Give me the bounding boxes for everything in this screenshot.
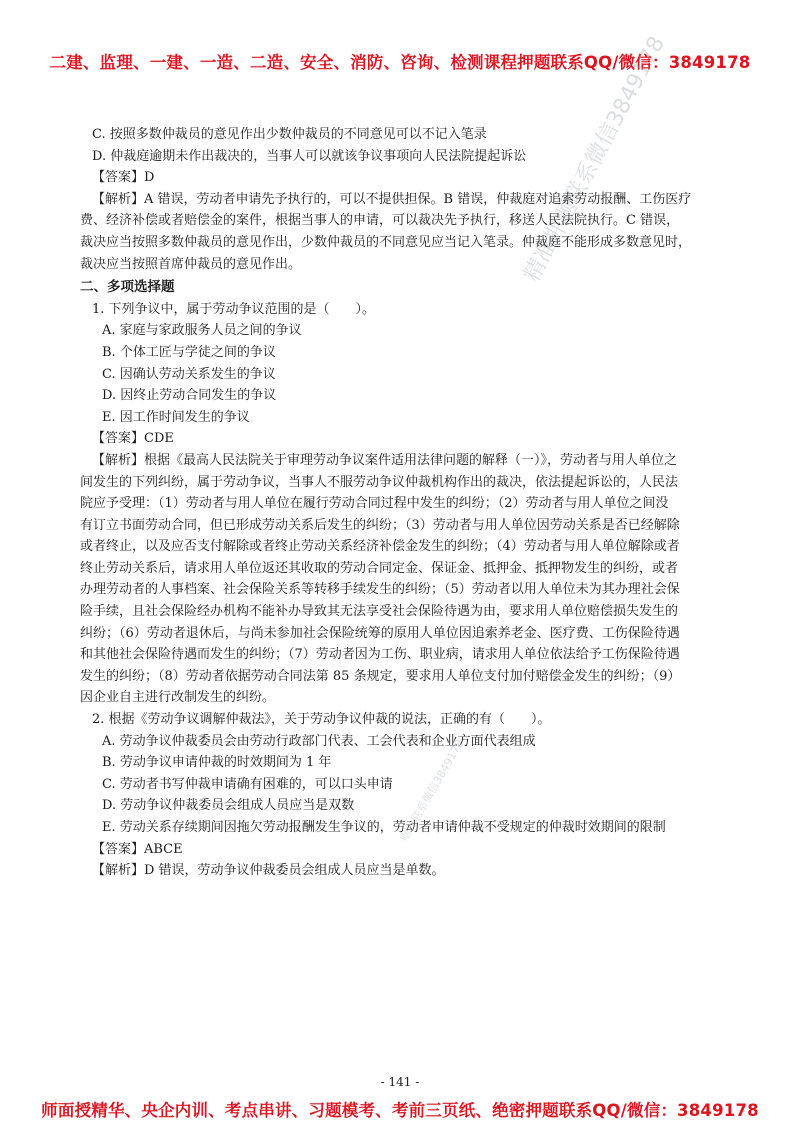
q1-analysis-line: 院应予受理：（1）劳动者与用人单位在履行劳动合同过程中发生的纠纷；（2）劳动者与用人单位之间没	[80, 496, 669, 512]
q2-option: D. 劳动争议仲裁委员会组成人员应当是双数	[102, 798, 355, 814]
q1-analysis-line: 发生的纠纷；（8）劳动者依据劳动合同法第 85 条规定，要求用人单位支付加付赔偿金发生的纠纷；（9）	[80, 668, 681, 684]
watermark-main: 精准押题联系微信3849178	[519, 32, 671, 287]
prev-analysis-line: 【解析】A 错误，劳动者申请先予执行的，可以不提供担保。B 错误，仲裁庭对追索劳动报酬、工伤医疗	[92, 191, 692, 207]
q1-stem: 1. 下列争议中，属于劳动争议范围的是（ ）。	[92, 301, 376, 317]
q2-analysis-line: 【解析】D 错误，劳动争议仲裁委员会组成人员应当是单数。	[92, 863, 445, 879]
q1-analysis-line: 险手续，且社会保险经办机构不能补办导致其无法享受社会保险待遇为由，要求用人单位赔偿损失发生的	[80, 604, 679, 620]
q1-analysis-line: 或者终止，以及应否支付解除或者终止劳动关系经济补偿金发生的纠纷；（4）劳动者与用人单位解除或者	[80, 539, 680, 555]
section-heading: 二、多项选择题	[80, 279, 175, 296]
prev-analysis-line: 裁决应当按照多数仲裁员的意见作出，少数仲裁员的不同意见应当记入笔录。仲裁庭不能形成多数意见时，	[80, 234, 692, 250]
q1-option: B. 个体工匠与学徒之间的争议	[102, 344, 276, 360]
q1-analysis-line: 有订立书面劳动合同，但已形成劳动关系后发生的纠纷；（3）劳动者与用人单位因劳动关系是否已经解除	[80, 517, 680, 533]
q2-option: C. 劳动者书写仲裁申请确有困难的，可以口头申请	[102, 776, 393, 792]
q1-analysis-line: 因企业自主进行改制发生的纠纷。	[80, 690, 276, 706]
q1-option: C. 因确认劳动关系发生的争议	[102, 366, 276, 382]
q2-option: E. 劳动关系存续期间因拖欠劳动报酬发生争议的，劳动者申请仲裁不受规定的仲裁时效期间的限制	[102, 820, 666, 835]
prev-answer: 【答案】D	[92, 170, 155, 186]
q1-analysis-line: 【解析】根据《最高人民法院关于审理劳动争议案件适用法律问题的解释（一）》，劳动者与用人单位之	[92, 452, 678, 468]
footer-banner: 师面授精华、央企内训、考点串讲、习题模考、考前三页纸、绝密押题联系QQ/微信：3849178	[41, 1101, 759, 1120]
q2-stem: 2. 根据《劳动争议调解仲裁法》，关于劳动争议仲裁的说法，正确的有（ ）。	[92, 712, 551, 728]
prev-option-d: D. 仲裁庭逾期未作出裁决的，当事人可以就该争议事项向人民法院提起诉讼	[92, 148, 527, 164]
q1-analysis-line: 和其他社会保险待遇而发生的纠纷；（7）劳动者因为工伤、职业病，请求用人单位依法给予工伤保险待遇	[80, 647, 680, 663]
q1-answer: 【答案】CDE	[92, 431, 174, 447]
q1-option: E. 因工作时间发生的争议	[102, 409, 250, 425]
q1-option: A. 家庭与家政服务人员之间的争议	[102, 323, 302, 339]
prev-analysis-line: 裁决应当按照首席仲裁员的意见作出。	[80, 256, 302, 272]
q1-analysis-line: 间发生的下列纠纷，属于劳动争议，当事人不服劳动争议仲裁机构作出的裁决，依法提起诉讼的，人民法	[80, 474, 679, 490]
q2-answer: 【答案】ABCE	[92, 841, 183, 857]
q2-option: B. 劳动争议申请仲裁的时效期间为 1 年	[102, 755, 332, 771]
watermark-small: 唯一联系微信3849178	[397, 737, 467, 844]
q1-analysis-line: 终止劳动关系后，请求用人单位返还其收取的劳动合同定金、保证金、抵押金、抵押物发生的纠纷，或者	[80, 560, 679, 576]
page-number: - 141 -	[380, 1075, 420, 1089]
header-banner: 二建、监理、一建、一造、二造、安全、消防、咨询、检测课程押题联系QQ/微信：3849178	[49, 53, 751, 72]
q1-analysis-line: 纠纷；（6）劳动者退休后，与尚未参加社会保险统筹的原用人单位因追索养老金、医疗费、工伤保险待遇	[80, 625, 680, 641]
q1-option: D. 因终止劳动合同发生的争议	[102, 388, 277, 404]
q2-option: A. 劳动争议仲裁委员会由劳动行政部门代表、工会代表和企业方面代表组成	[102, 733, 536, 749]
document-body	[80, 124, 746, 882]
q1-analysis-line: 办理劳动者的人事档案、社会保险关系等转移手续发生的纠纷；（5）劳动者以用人单位未为其办理社会保	[80, 582, 680, 598]
prev-option-c: C. 按照多数仲裁员的意见作出少数仲裁员的不同意见可以不记入笔录	[92, 127, 487, 142]
prev-analysis-line: 费、经济补偿或者赔偿金的案件，根据当事人的申请，可以裁决先予执行，移送人民法院执行。C 错误，	[80, 213, 680, 229]
